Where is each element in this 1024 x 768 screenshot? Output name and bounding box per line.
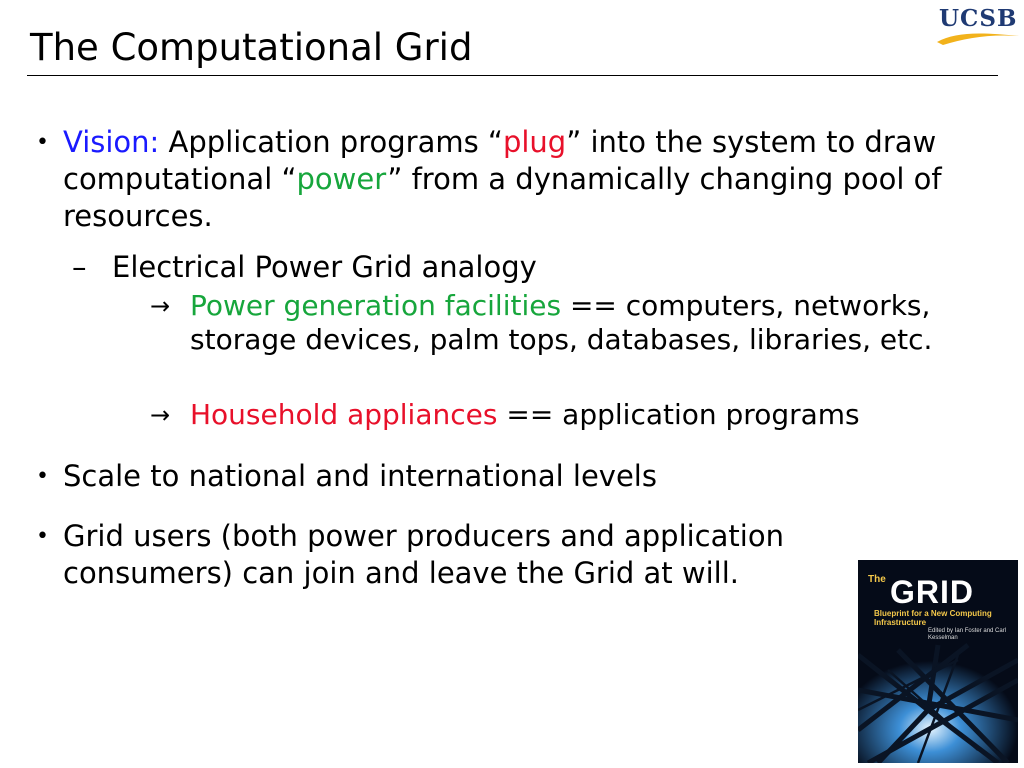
logo-wave-icon [935, 30, 1020, 46]
dash-marker: – [72, 250, 87, 284]
plug-keyword: plug [502, 125, 567, 159]
bullet-marker: • [36, 464, 49, 489]
vision-text-part3: ” from a dynamically changing pool of resources. [63, 162, 942, 233]
power-generation-text [190, 289, 970, 357]
ucsb-logo-text: UCSB [939, 5, 1018, 32]
cover-editors: Edited by Ian Foster and Carl Kesselman [928, 628, 1007, 641]
analogy-text: Electrical Power Grid analogy [112, 250, 537, 284]
sub-sub-bullet-appliances [150, 398, 860, 432]
bullet-scale-text: Scale to national and international levels [63, 459, 657, 493]
vision-label: Vision: [63, 125, 160, 159]
arrow-right-icon: → [150, 292, 171, 320]
bullet-vision [36, 124, 956, 235]
cover-pre-title: The [868, 574, 886, 585]
bullet-marker: • [36, 524, 49, 549]
vision-text-part1: Application programs “ [168, 125, 503, 159]
bullet-users-text: Grid users (both power producers and application consumers) can join and leave the Grid at will. [63, 519, 784, 590]
cover-subtitle: Blueprint for a New Computing Infrastructure [874, 609, 992, 627]
power-generation-label: Power generation facilities [190, 289, 562, 322]
cover-title: GRID [890, 574, 974, 610]
sub-sub-bullet-power-generation [150, 289, 970, 357]
arrow-right-icon: → [150, 401, 171, 429]
appliances-text [190, 398, 860, 432]
slide-title: The Computational Grid [30, 26, 473, 69]
ucsb-logo [935, 3, 1020, 47]
bullet-scale [36, 458, 657, 495]
appliances-desc: == application programs [497, 398, 860, 431]
vision-text-part2: ” into the system to draw computational “ [63, 125, 937, 196]
bullet-marker: • [36, 130, 49, 155]
power-keyword: power [296, 162, 388, 196]
title-divider [27, 75, 998, 76]
power-generation-desc: == computers, networks, storage devices, palm tops, databases, libraries, etc. [190, 289, 933, 356]
bullet-users [36, 518, 866, 592]
bullet-vision-text [63, 124, 956, 235]
sub-bullet-analogy [72, 249, 537, 286]
grid-book-cover [858, 560, 1018, 763]
appliances-label: Household appliances [190, 398, 498, 431]
